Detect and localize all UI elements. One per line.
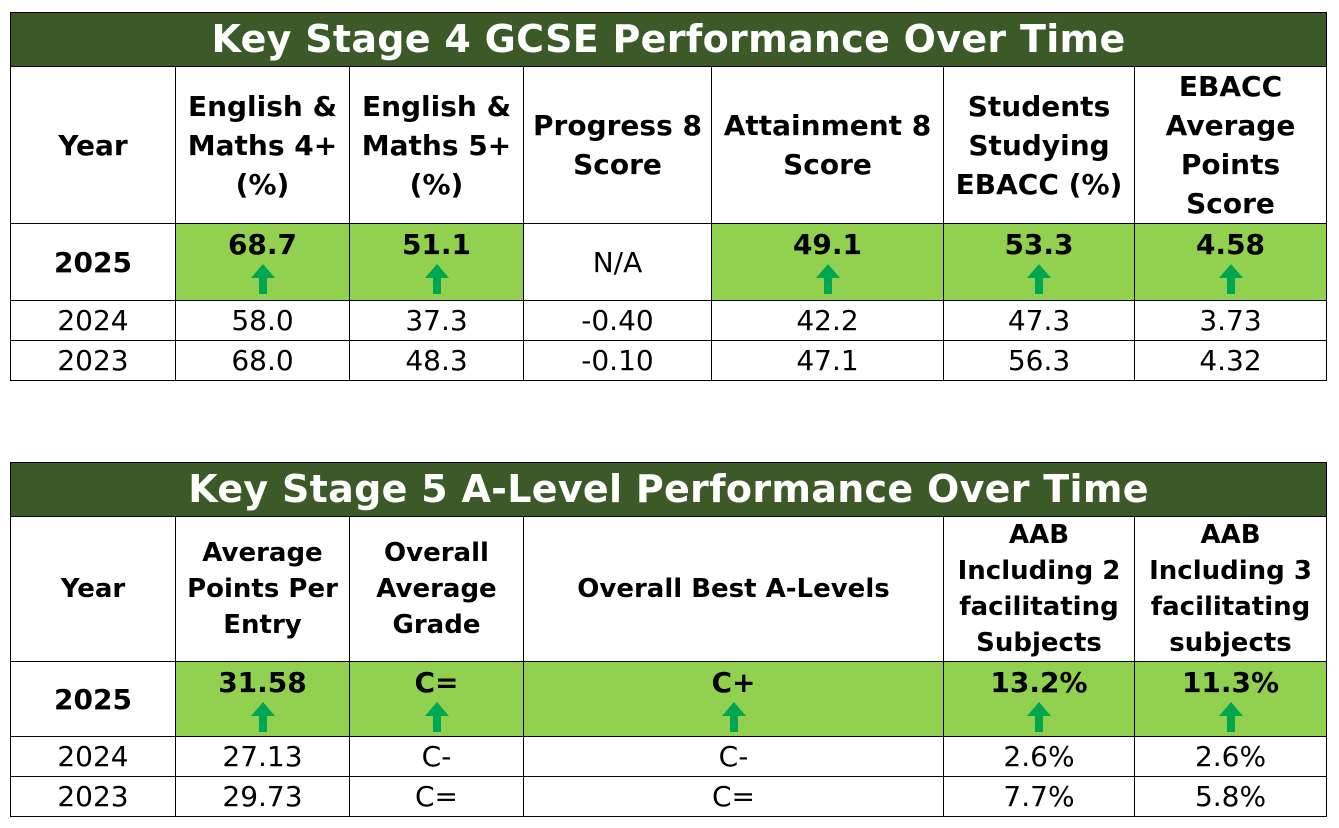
alevel-header-aab2: AAB Including 2 facilitating Subjects [944, 517, 1135, 662]
gcse-header-progress8: Progress 8 Score [524, 67, 712, 224]
table-cell: -0.10 [524, 341, 712, 381]
table-cell: -0.40 [524, 301, 712, 341]
alevel-table-title: Key Stage 5 A-Level Performance Over Time [11, 463, 1327, 517]
arrow-up-icon [425, 264, 449, 294]
cell-value: 11.3% [1181, 666, 1280, 699]
table-cell: 3.73 [1135, 301, 1327, 341]
alevel-current-cell [1135, 662, 1327, 737]
gcse-current-cell [944, 224, 1135, 301]
arrow-up-icon [816, 264, 840, 294]
table-cell: C= [350, 777, 524, 817]
table-cell: 5.8% [1135, 777, 1327, 817]
alevel-header-aab3: AAB Including 3 facilitating subjects [1135, 517, 1327, 662]
arrow-up-icon [1219, 702, 1243, 732]
table-cell: 29.73 [176, 777, 350, 817]
gcse-current-cell [712, 224, 944, 301]
cell-value: 68.7 [227, 228, 298, 261]
table-row [11, 341, 1327, 381]
table-cell: 2023 [11, 777, 176, 817]
alevel-performance-table [10, 462, 1327, 817]
alevel-header-avg-grade: Overall Average Grade [350, 517, 524, 662]
table-row [11, 662, 1327, 737]
cell-value: C+ [711, 666, 756, 699]
gcse-header-em4: English & Maths 4+ (%) [176, 67, 350, 224]
cell-value: C= [414, 666, 459, 699]
alevel-current-cell [350, 662, 524, 737]
table-cell: 2024 [11, 301, 176, 341]
alevel-header-best: Overall Best A-Levels [524, 517, 944, 662]
table-cell: 2.6% [944, 737, 1135, 777]
table-row [11, 301, 1327, 341]
table-cell: C- [524, 737, 944, 777]
gcse-header-ebacc-aps: EBACC Average Points Score [1135, 67, 1327, 224]
gcse-current-cell [176, 224, 350, 301]
table-cell: 37.3 [350, 301, 524, 341]
table-cell: 27.13 [176, 737, 350, 777]
gcse-current-cell [350, 224, 524, 301]
arrow-up-icon [251, 264, 275, 294]
arrow-up-icon [251, 702, 275, 732]
gcse-header-em5: English & Maths 5+ (%) [350, 67, 524, 224]
table-cell: C- [350, 737, 524, 777]
table-cell: 2.6% [1135, 737, 1327, 777]
alevel-current-cell [176, 662, 350, 737]
gcse-performance-table [10, 12, 1327, 381]
table-cell: 58.0 [176, 301, 350, 341]
arrow-up-icon [1027, 264, 1051, 294]
gcse-year-cell: 2025 [11, 224, 176, 301]
table-cell: 48.3 [350, 341, 524, 381]
table-cell: 2024 [11, 737, 176, 777]
gcse-current-cell [1135, 224, 1327, 301]
gcse-table-title: Key Stage 4 GCSE Performance Over Time [11, 13, 1327, 67]
alevel-current-cell [944, 662, 1135, 737]
gcse-header-attainment8: Attainment 8 Score [712, 67, 944, 224]
table-row [11, 224, 1327, 301]
table-cell: C= [524, 777, 944, 817]
alevel-header-year: Year [11, 517, 176, 662]
alevel-current-cell [524, 662, 944, 737]
table-cell: 47.3 [944, 301, 1135, 341]
arrow-up-icon [722, 702, 746, 732]
cell-value: 51.1 [401, 228, 472, 261]
gcse-current-cell: N/A [524, 224, 712, 301]
table-cell: 42.2 [712, 301, 944, 341]
table-cell: 68.0 [176, 341, 350, 381]
table-cell: 47.1 [712, 341, 944, 381]
table-cell: 56.3 [944, 341, 1135, 381]
arrow-up-icon [425, 702, 449, 732]
table-cell: 4.32 [1135, 341, 1327, 381]
table-row [11, 737, 1327, 777]
table-cell: 2023 [11, 341, 176, 381]
cell-value: 53.3 [1004, 228, 1074, 261]
gcse-header-ebacc-students: Students Studying EBACC (%) [944, 67, 1135, 224]
alevel-header-apse: Average Points Per Entry [176, 517, 350, 662]
gcse-header-year: Year [11, 67, 176, 224]
cell-value: 4.58 [1195, 228, 1266, 261]
cell-value: 13.2% [990, 666, 1088, 699]
cell-value: 49.1 [792, 228, 863, 261]
table-cell: 7.7% [944, 777, 1135, 817]
alevel-year-cell: 2025 [11, 662, 176, 737]
arrow-up-icon [1219, 264, 1243, 294]
cell-value: 31.58 [218, 666, 307, 699]
table-row [11, 777, 1327, 817]
arrow-up-icon [1027, 702, 1051, 732]
